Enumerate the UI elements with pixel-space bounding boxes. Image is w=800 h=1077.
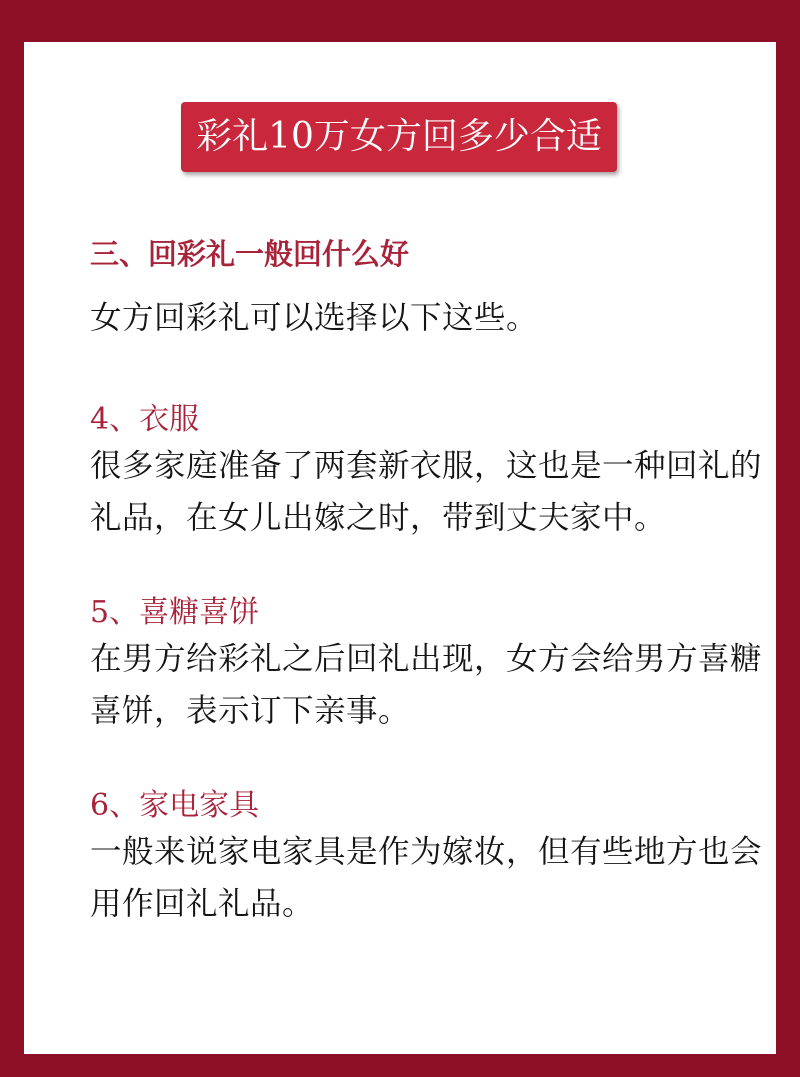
item-heading-candy-cakes: 5、喜糖喜饼 (90, 595, 260, 630)
item-heading-appliances-furniture: 6、家电家具 (90, 788, 260, 823)
section-heading: 三、回彩礼一般回什么好 (90, 237, 410, 271)
item-body-candy-cakes: 在男方给彩礼之后回礼出现，女方会给男方喜糖喜饼，表示订下亲事。 (90, 641, 763, 729)
item-body-clothes: 很多家庭准备了两套新衣服，这也是一种回礼的礼品，在女儿出嫁之时，带到丈夫家中。 (90, 448, 763, 536)
page-title: 彩礼10万女方回多少合适 (181, 102, 617, 172)
section-intro: 女方回彩礼可以选择以下这些。 (90, 300, 539, 336)
content-card (24, 42, 776, 1054)
item-heading-clothes: 4、衣服 (90, 402, 200, 437)
item-body-appliances-furniture: 一般来说家电家具是作为嫁妆，但有些地方也会用作回礼礼品。 (90, 834, 763, 922)
